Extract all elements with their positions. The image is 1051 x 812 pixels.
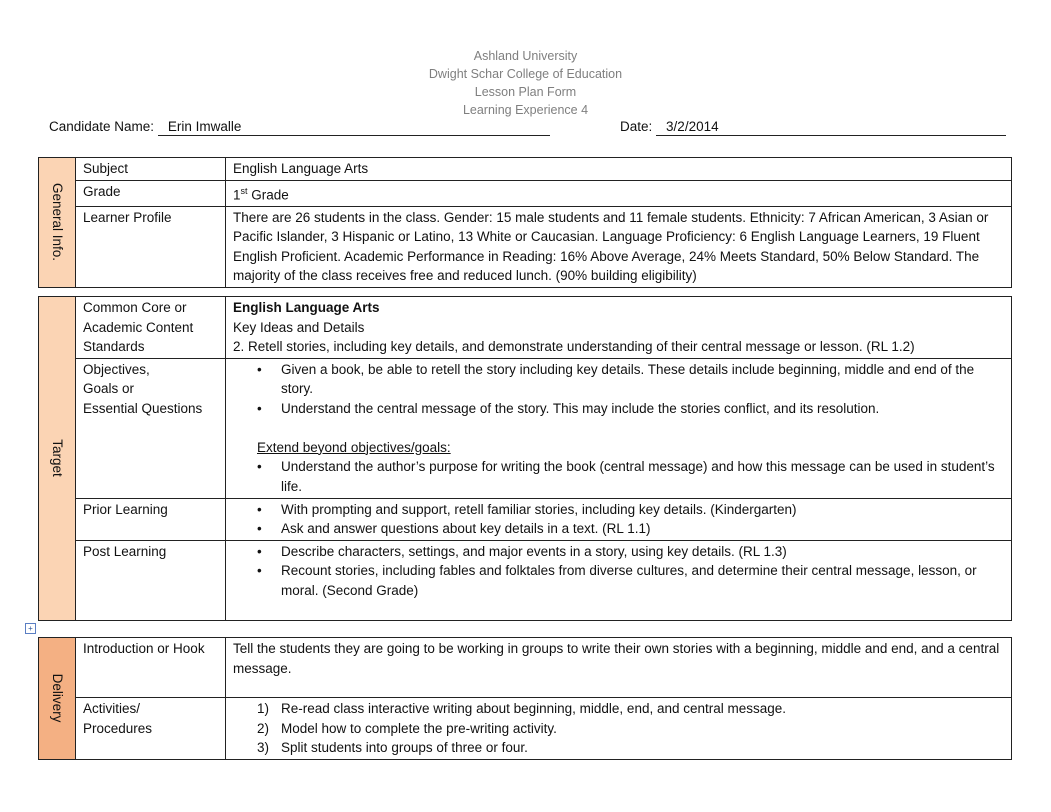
table-move-handle-icon[interactable]: + bbox=[25, 623, 36, 634]
prior-item: • Ask and answer questions about key details in a text. (RL 1.1) bbox=[281, 519, 1004, 539]
prior-item: • With prompting and support, retell familiar stories, including key details. (Kindergarten) bbox=[281, 500, 1004, 520]
post-item: • Recount stories, including fables and folktales from diverse cultures, and determine their central message, lesson, or moral. (Second Grade) bbox=[281, 561, 1004, 600]
delivery-side-label: Delivery bbox=[39, 638, 76, 760]
header-college: Dwight Schar College of Education bbox=[428, 67, 623, 81]
target-side-label: Target bbox=[39, 297, 76, 621]
candidate-name-label: Candidate Name: bbox=[49, 119, 155, 134]
activity-item: 1) Re-read class interactive writing about beginning, middle, end, and central message. bbox=[257, 701, 787, 716]
intro-value: Tell the students they are going to be working in groups to write their own stories with a beginning, middle and end, and a central message. bbox=[226, 638, 1012, 698]
intro-label: Introduction or Hook bbox=[76, 638, 226, 698]
date-value[interactable]: 3/2/2014 bbox=[656, 119, 1006, 136]
standards-line-1: Key Ideas and Details bbox=[233, 319, 365, 335]
general-info-side-label: General Info. bbox=[39, 158, 76, 288]
prior-learning-value bbox=[226, 498, 1012, 540]
grade-label: Grade bbox=[76, 180, 226, 206]
header-learning-experience: Learning Experience 4 bbox=[462, 103, 589, 117]
activity-item: 3) Split students into groups of three or four. bbox=[257, 740, 528, 755]
extend-title: Extend beyond objectives/goals: bbox=[257, 439, 451, 455]
objective-item: • Given a book, be able to retell the story including key details. These details include beginning, middle and end of the story. bbox=[281, 360, 1004, 399]
general-info-table bbox=[38, 157, 1012, 288]
candidate-name-value[interactable]: Erin Imwalle bbox=[158, 119, 550, 136]
standards-title: English Language Arts bbox=[233, 300, 380, 315]
post-learning-value bbox=[226, 540, 1012, 620]
standards-line-2: 2. Retell stories, including key details, and demonstrate understanding of their central message or lesson. (RL 1.2) bbox=[233, 339, 915, 354]
grade-value: 1st Grade bbox=[226, 180, 1012, 206]
date-label: Date: bbox=[620, 119, 653, 134]
learner-profile-value: There are 26 students in the class. Gender: 15 male students and 11 female students. Ethnicity: 7 African American, 3 Asian or Pacific Islander, 3 Hispanic or Latino, 13 White or Caucasian. Language Proficiency: 6 English Language Learners, 19 Fluent English Proficient. Academic Performance in Reading: 16% Above Average, 24% Meets Standard, 50% Below Standard. The majority of the class receives free and reduced lunch. (90% building eligibility) bbox=[226, 206, 1012, 287]
objectives-label: Objectives, Goals or Essential Questions bbox=[76, 358, 226, 498]
subject-label: Subject bbox=[76, 158, 226, 181]
subject-value: English Language Arts bbox=[226, 158, 1012, 181]
post-item: • Describe characters, settings, and major events in a story, using key details. (RL 1.3) bbox=[281, 542, 1004, 562]
objective-item: • Understand the central message of the story. This may include the stories conflict, and its resolution. bbox=[281, 399, 1004, 419]
post-learning-label: Post Learning bbox=[76, 540, 226, 620]
activities-label: Activities/ Procedures bbox=[76, 698, 226, 760]
delivery-table bbox=[38, 637, 1012, 760]
candidate-name-row bbox=[49, 119, 550, 136]
objectives-value bbox=[226, 358, 1012, 498]
header-form-title: Lesson Plan Form bbox=[474, 85, 577, 99]
activities-value bbox=[226, 698, 1012, 760]
activity-item: 2) Model how to complete the pre-writing activity. bbox=[257, 720, 557, 736]
standards-label: Common Core or Academic Content Standards bbox=[76, 297, 226, 359]
target-table bbox=[38, 296, 1012, 621]
header-university: Ashland University bbox=[473, 49, 578, 63]
learner-profile-label: Learner Profile bbox=[76, 206, 226, 287]
extend-item: • Understand the author’s purpose for writing the book (central message) and how this message can be used in student’s life. bbox=[281, 457, 1004, 496]
prior-learning-label: Prior Learning bbox=[76, 498, 226, 540]
standards-value bbox=[226, 297, 1012, 359]
date-row bbox=[620, 119, 1006, 136]
